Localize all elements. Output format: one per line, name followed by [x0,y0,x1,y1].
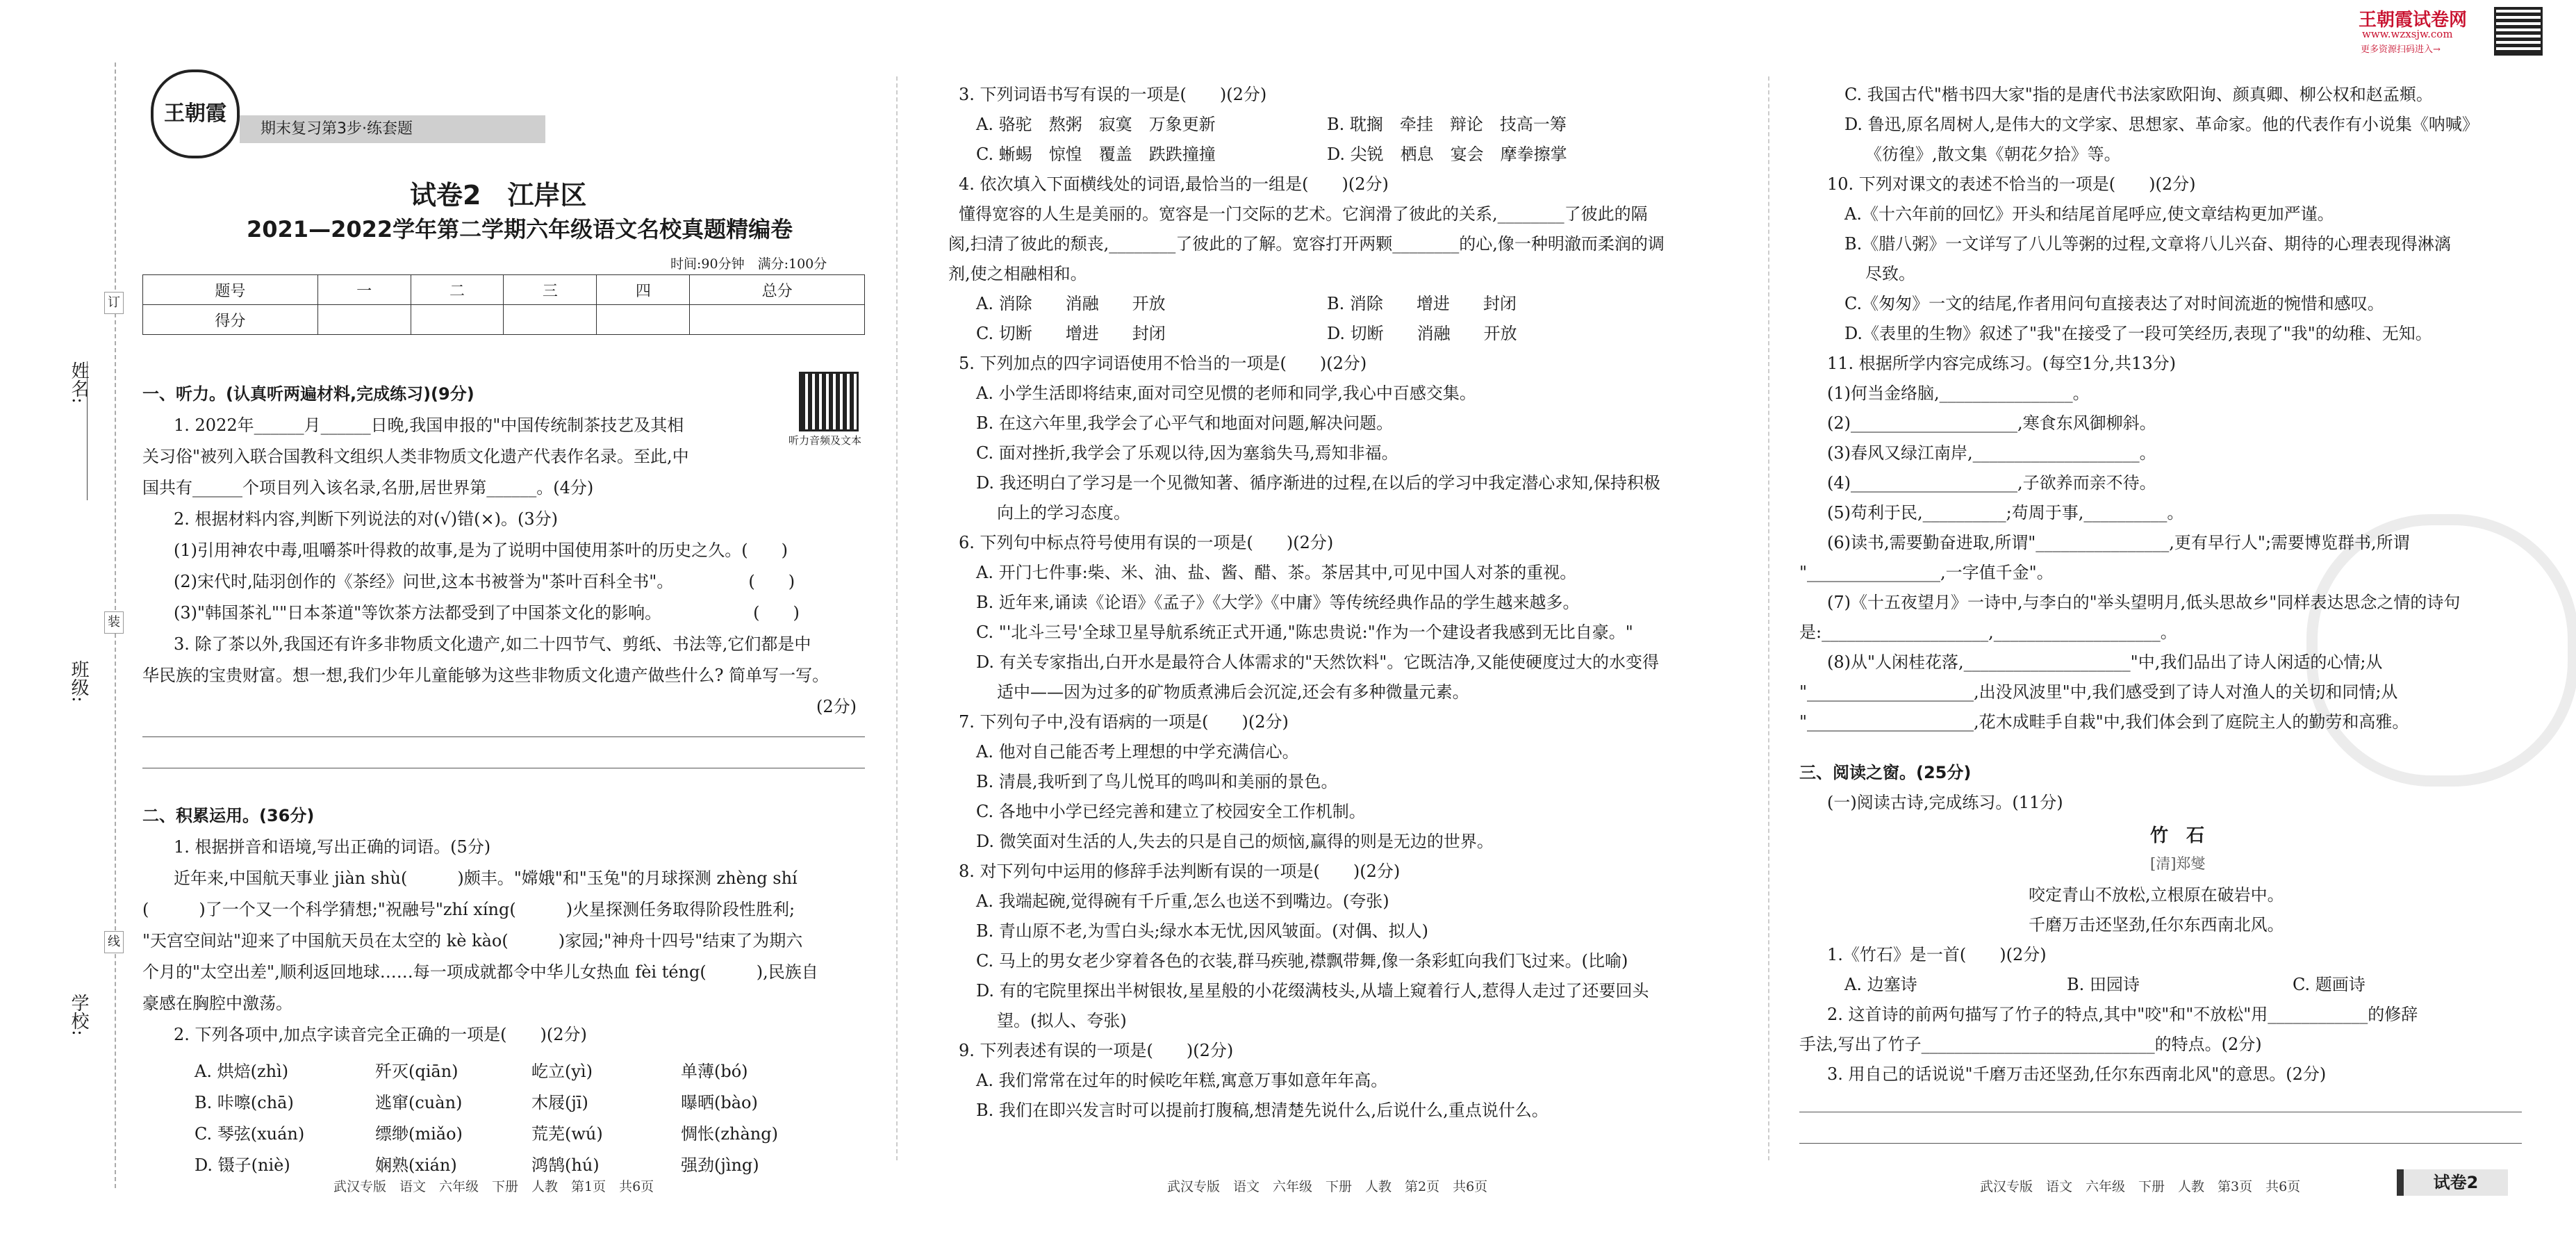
option-cont: 望。(拟人、夸张) [997,1011,1127,1030]
test-subtitle: 2021—2022学年第二学期六年级语文名校真题精编卷 [247,216,793,242]
option-word: 逃窜(cuàn) [375,1093,463,1112]
name-label: 姓名: [68,361,89,404]
answer-line[interactable] [142,736,865,737]
brand-logo-text: 王朝霞 [164,101,226,126]
q4-line: "天宫空间站"迎来了中国航天员在太空的 kè kào( )家园;"神舟十四号"结束了为期六 [142,931,803,950]
option[interactable]: D. 尖锐 栖息 宴会 摩拳擦掌 [1327,145,1567,164]
q2-item: (2)宋代时,陆羽创作的《茶经》问世,这本书被誉为"茶叶百科全书"。 ( ) [174,572,795,591]
option[interactable]: D. 微笑面对生活的人,失去的只是自己的烦恼,赢得的则是无边的世界。 [976,832,1494,851]
option[interactable]: A. 烘焙(zhì) [195,1062,289,1081]
option-word: 缥缈(miǎo) [375,1124,463,1144]
option-cont: 向上的学习态度。 [997,503,1130,522]
option-cont: 尽致。 [1865,264,1915,283]
column-divider-2 [1768,76,1769,1160]
review-step-band: 期末复习第3步·练套题 [240,115,545,143]
section-1-title: 一、听力。(认真听两遍材料,完成练习)(9分) [142,384,474,404]
q11-prompt: 11. 根据所学内容完成练习。(每空1分,共13分) [1827,354,2176,373]
option[interactable]: C. 马上的男女老少穿着各色的衣装,群马疾驰,襟飘带舞,像一条彩虹向我们飞过来。(比喻) [976,951,1628,971]
option-word: 单薄(bó) [681,1062,748,1081]
column-divider-1 [896,76,898,1160]
option-word: 娴熟(xián) [375,1155,457,1175]
score-header: 题号 [143,275,318,305]
site-name: 王朝霞试卷网 [2359,10,2468,31]
option[interactable]: A. 我端起碗,觉得碗有千斤重,怎么也送不到嘴边。(夸张) [976,891,1389,911]
score-cell[interactable] [597,305,690,335]
poem-title: 竹 石 [2150,825,2205,846]
q4-line: 个月的"太空出差",顺利返回地球……每一项成就都令中华儿女热血 fèi téng( ),民族自 [142,962,818,982]
q1-line: 1. 2022年______月______日晚,我国申报的"中国传统制茶技艺及其相 [174,415,684,435]
fill-item[interactable]: (1)何当金络脑,________________。 [1827,384,2090,403]
brand-logo [151,69,240,158]
q3-line: 3. 除了茶以外,我国还有许多非物质文化遗产,如二十四节气、剪纸、书法等,它们都是中 [174,634,811,654]
option[interactable]: C. 面对挫折,我学会了乐观以待,因为塞翁失马,焉知非福。 [976,443,1398,463]
option[interactable]: A.《十六年前的回忆》开头和结尾首尾呼应,使文章结构更加严谨。 [1844,204,2334,224]
q6-prompt: 6. 下列句中标点符号使用有误的一项是( )(2分) [959,533,1334,552]
option[interactable]: B. 在这六年里,我学会了心平气和地面对问题,解决问题。 [976,413,1394,433]
site-promo: 更多资源扫码进入→ [2361,44,2441,55]
passage-line: 剂,使之相融相和。 [948,264,1087,283]
ding-mark: 订 [104,292,124,314]
option[interactable]: B. 青山原不老,为雪白头;绿水本无忧,因风皱面。(对偶、拟人) [976,921,1428,941]
zhuang-mark: 装 [104,611,124,634]
subsection-title: (一)阅读古诗,完成练习。(11分) [1827,793,2063,812]
qr-code-icon[interactable] [799,372,859,431]
fill-item: (7)《十五夜望月》一诗中,与李白的"举头望明月,低头思故乡"同样表达思念之情的诗句 [1827,593,2461,612]
q7-prompt: 7. 下列句子中,没有语病的一项是( )(2分) [959,712,1289,732]
option-word: 木屐(jī) [531,1093,588,1112]
option[interactable]: A. 我们常常在过年的时候吃年糕,寓意万事如意年年高。 [976,1071,1388,1090]
q1-line: 关习俗"被列入联合国教科文组织人类非物质文化遗产代表作名录。至此,中 [142,447,689,466]
q9-prompt: 9. 下列表述有误的一项是( )(2分) [959,1041,1234,1060]
option[interactable]: A. 边塞诗 [1844,975,1917,994]
option[interactable]: D. 我还明白了学习是一个见微知著、循序渐进的过程,在以后的学习中我定潜心求知,保持积极 [976,473,1660,493]
poem-line: 咬定青山不放松,立根原在破岩中。 [2029,885,2284,905]
fill-item[interactable]: (5)苟利于民,__________;苟周于事,__________。 [1827,503,2184,522]
score-header: 二 [411,275,504,305]
option[interactable]: D. 镊子(niè) [195,1155,290,1175]
option[interactable]: A. 骆驼 熬粥 寂寞 万象更新 [976,115,1216,134]
score-header: 一 [317,275,411,305]
fill-item[interactable]: (6)读书,需要勤奋进取,所谓"________________,更有早行人";需要博览群书,所谓 [1827,533,2410,552]
q2-line: 手法,写出了竹子____________________________的特点。(2分) [1799,1035,2262,1054]
fill-item[interactable]: (3)春风又绿江南岸,____________________。 [1827,443,2156,463]
score-cell[interactable] [504,305,597,335]
option[interactable]: D. 鲁迅,原名周树人,是伟大的文学家、思想家、革命家。他的代表作有小说集《呐喊》 [1844,115,2479,134]
option[interactable]: C. "'北斗三号'全球卫星导航系统正式开通,"陈忠贵说:"作为一个建设者我感到无比自豪。" [976,623,1633,642]
option-cont: 适中——因为过多的矿物质煮沸后会沉淀,还会有多种微量元素。 [997,682,1469,702]
q2-prompt: 2. 根据材料内容,判断下列说法的对(√)错(×)。(3分) [174,509,559,529]
option[interactable]: A. 开门七件事:柴、米、油、盐、酱、醋、茶。茶居其中,可见中国人对茶的重视。 [976,563,1577,582]
fill-item[interactable]: "________________,一字值千金"。 [1799,563,2054,582]
fill-item[interactable]: (8)从"人闲桂花落,____________________"中,我们品出了诗人闲适的心情;从 [1827,652,2383,672]
score-header: 总分 [690,275,865,305]
page-1 [142,69,865,1195]
q2-item: (3)"韩国茶礼""日本茶道"等饮茶方法都受到了中国茶文化的影响。 ( ) [174,603,800,623]
option[interactable]: A. 小学生活即将结束,面对司空见惯的老师和同学,我心中百感交集。 [976,384,1476,403]
option[interactable]: B. 咔嚓(chā) [195,1093,294,1112]
xian-mark: 线 [104,931,124,953]
name-line [87,361,88,500]
score-cell[interactable] [690,305,865,335]
option[interactable]: C. 蜥蜴 惊惶 覆盖 跌跌撞撞 [976,145,1216,164]
option[interactable]: B.《腊八粥》一文详写了八儿等粥的过程,文章将八儿兴奋、期待的心理表现得淋漓 [1844,234,2451,254]
option[interactable]: C. 琴弦(xuán) [195,1124,305,1144]
option-word: 荒芜(wú) [531,1124,603,1144]
option-word: 屹立(yì) [531,1062,593,1081]
option-word: 强劲(jìng) [681,1155,759,1175]
option[interactable]: A. 他对自己能否考上理想的中学充满信心。 [976,742,1299,762]
qr-caption: 听力音频及文本 [789,434,862,447]
q4-line: 豪感在胸腔中激荡。 [142,994,292,1013]
q5-prompt: 2. 下列各项中,加点字读音完全正确的一项是( )(2分) [174,1025,587,1044]
fill-item[interactable]: "____________________,出没风波里"中,我们感受到了诗人对渔人的关切和同情;从 [1799,682,2398,702]
section-2-title: 二、积累运用。(36分) [142,806,315,825]
page-2 [948,69,1740,1195]
option-cont: 《彷徨》,散文集《朝花夕拾》等。 [1865,145,2121,164]
passage-line: 阂,扫清了彼此的颓丧,________了彼此的了解。宽容打开两颗________的心,像一种明澈而柔润的调 [948,234,1665,254]
option[interactable]: B. 我们在即兴发言时可以提前打腹稿,想清楚先说什么,后说什么,重点说什么。 [976,1101,1549,1120]
option[interactable]: B. 田园诗 [2067,975,2140,994]
time-score: 时间:90分钟 满分:100分 [670,256,827,272]
page-3 [1799,69,2536,1195]
footer-page-1: 武汉专版 语文 六年级 下册 人教 第1页 共6页 [333,1179,654,1194]
q3-prompt: 3. 下列词语书写有误的一项是( )(2分) [959,85,1267,104]
fill-item[interactable]: 是:____________________,____________________。 [1799,623,2177,642]
footer-page-2: 武汉专版 语文 六年级 下册 人教 第2页 共6页 [1167,1179,1488,1194]
option[interactable]: C. 各地中小学已经完善和建立了校园安全工作机制。 [976,802,1366,821]
score-row-label: 得分 [143,305,318,335]
option[interactable]: B. 耽搁 牵挂 辩论 技高一筹 [1327,115,1567,134]
option[interactable]: D.《表里的生物》叙述了"我"在接受了一段可笑经历,表现了"我"的幼稚、无知。 [1844,324,2432,343]
q3-line: 华民族的宝贵财富。想一想,我们少年儿童能够为这些非物质文化遗产做些什么? 简单写一写。 [142,666,829,685]
fill-item[interactable]: "____________________,花木成畦手自栽"中,我们体会到了庭院主人的勤劳和高雅。 [1799,712,2409,732]
class-label: 班级: [68,660,89,702]
option[interactable]: C.《匆匆》一文的结尾,作者用问句直接表达了对时间流逝的惋惜和感叹。 [1844,294,2384,313]
option[interactable]: C. 题画诗 [2293,975,2366,994]
q1-line: 国共有______个项目列入该名录,名册,居世界第______。(4分) [142,478,594,497]
q4-prompt: 1. 根据拼音和语境,写出正确的词语。(5分) [174,837,491,857]
q3-score: (2分) [816,697,857,716]
fill-item[interactable]: (4)____________________,子欲养而亲不待。 [1827,473,2156,493]
school-label: 学校: [68,994,89,1036]
score-header: 四 [597,275,690,305]
q3-prompt: 3. 用自己的话说说"千磨万击还坚劲,任尔东西南北风"的意思。(2分) [1827,1064,2327,1084]
option-word: 惆怅(zhàng) [681,1124,778,1144]
test-title: 试卷2 江岸区 [410,180,587,211]
q4-line: 近年来,中国航天事业 jiàn shù( )颇丰。"嫦娥"和"玉兔"的月球探测 zhèng shí [174,869,798,888]
q1-prompt: 1.《竹石》是一首( )(2分) [1827,945,2047,964]
option-word: 歼灭(qiān) [375,1062,459,1081]
option[interactable]: B. 清晨,我听到了鸟儿悦耳的鸣叫和美丽的景色。 [976,772,1338,791]
score-cell[interactable] [317,305,411,335]
option-word: 鸿鹄(hú) [531,1155,600,1175]
q4-line: ( )了一个又一个科学猜想;"祝融号"zhí xíng( )火星探测任务取得阶段性胜利; [142,900,795,919]
site-qr-icon[interactable] [2494,7,2543,56]
q4-prompt: 4. 依次填入下面横线处的词语,最恰当的一组是( )(2分) [959,174,1389,194]
poem-line: 千磨万击还坚劲,任尔东西南北风。 [2029,915,2284,935]
q2-line: 2. 这首诗的前两句描写了竹子的特点,其中"咬"和"不放松"用____________的修辞 [1827,1005,2418,1024]
q2-item: (1)引用神农中毒,咀嚼茶叶得救的故事,是为了说明中国使用茶叶的历史之久。( ) [174,541,788,560]
option[interactable]: C. 我国古代"楷书四大家"指的是唐代书法家欧阳询、颜真卿、柳公权和赵孟頫。 [1844,85,2433,104]
q5-prompt: 5. 下列加点的四字词语使用不恰当的一项是( )(2分) [959,354,1367,373]
option[interactable]: D. 有关专家指出,白开水是最符合人体需求的"天然饮料"。它既洁净,又能使硬度过大的水变得 [976,652,1659,672]
score-header: 三 [504,275,597,305]
option[interactable]: D. 切断 消融 开放 [1327,324,1517,343]
site-url[interactable]: www.wzxsjw.com [2362,28,2453,40]
option[interactable]: A. 消除 消融 开放 [976,294,1166,313]
poem-author: [清]郑燮 [2150,855,2206,872]
score-table [142,274,865,335]
passage-line: 懂得宽容的人生是美丽的。宽容是一门交际的艺术。它润滑了彼此的关系,________了彼此的隔 [959,204,1648,224]
footer-page-3: 武汉专版 语文 六年级 下册 人教 第3页 共6页 [1980,1179,2301,1194]
q8-prompt: 8. 对下列句中运用的修辞手法判断有误的一项是( )(2分) [959,862,1401,881]
option[interactable]: B. 消除 增进 封闭 [1327,294,1517,313]
fill-item[interactable]: (2)____________________,寒食东风御柳斜。 [1827,413,2156,433]
option[interactable]: D. 有的宅院里探出半树银妆,星星般的小花缀满枝头,从墙上窥着行人,惹得人走过了还要回头 [976,981,1649,1001]
option[interactable]: C. 切断 增进 封闭 [976,324,1166,343]
q10-prompt: 10. 下列对课文的表述不恰当的一项是( )(2分) [1827,174,2196,194]
answer-line[interactable] [1799,1143,2522,1144]
section-3-title: 三、阅读之窗。(25分) [1799,763,1972,782]
test-tag: 试卷2 [2397,1169,2508,1196]
option[interactable]: B. 近年来,诵读《论语》《孟子》《大学》《中庸》等传统经典作品的学生越来越多。 [976,593,1580,612]
score-cell[interactable] [411,305,504,335]
option-word: 曝晒(bào) [681,1093,758,1112]
